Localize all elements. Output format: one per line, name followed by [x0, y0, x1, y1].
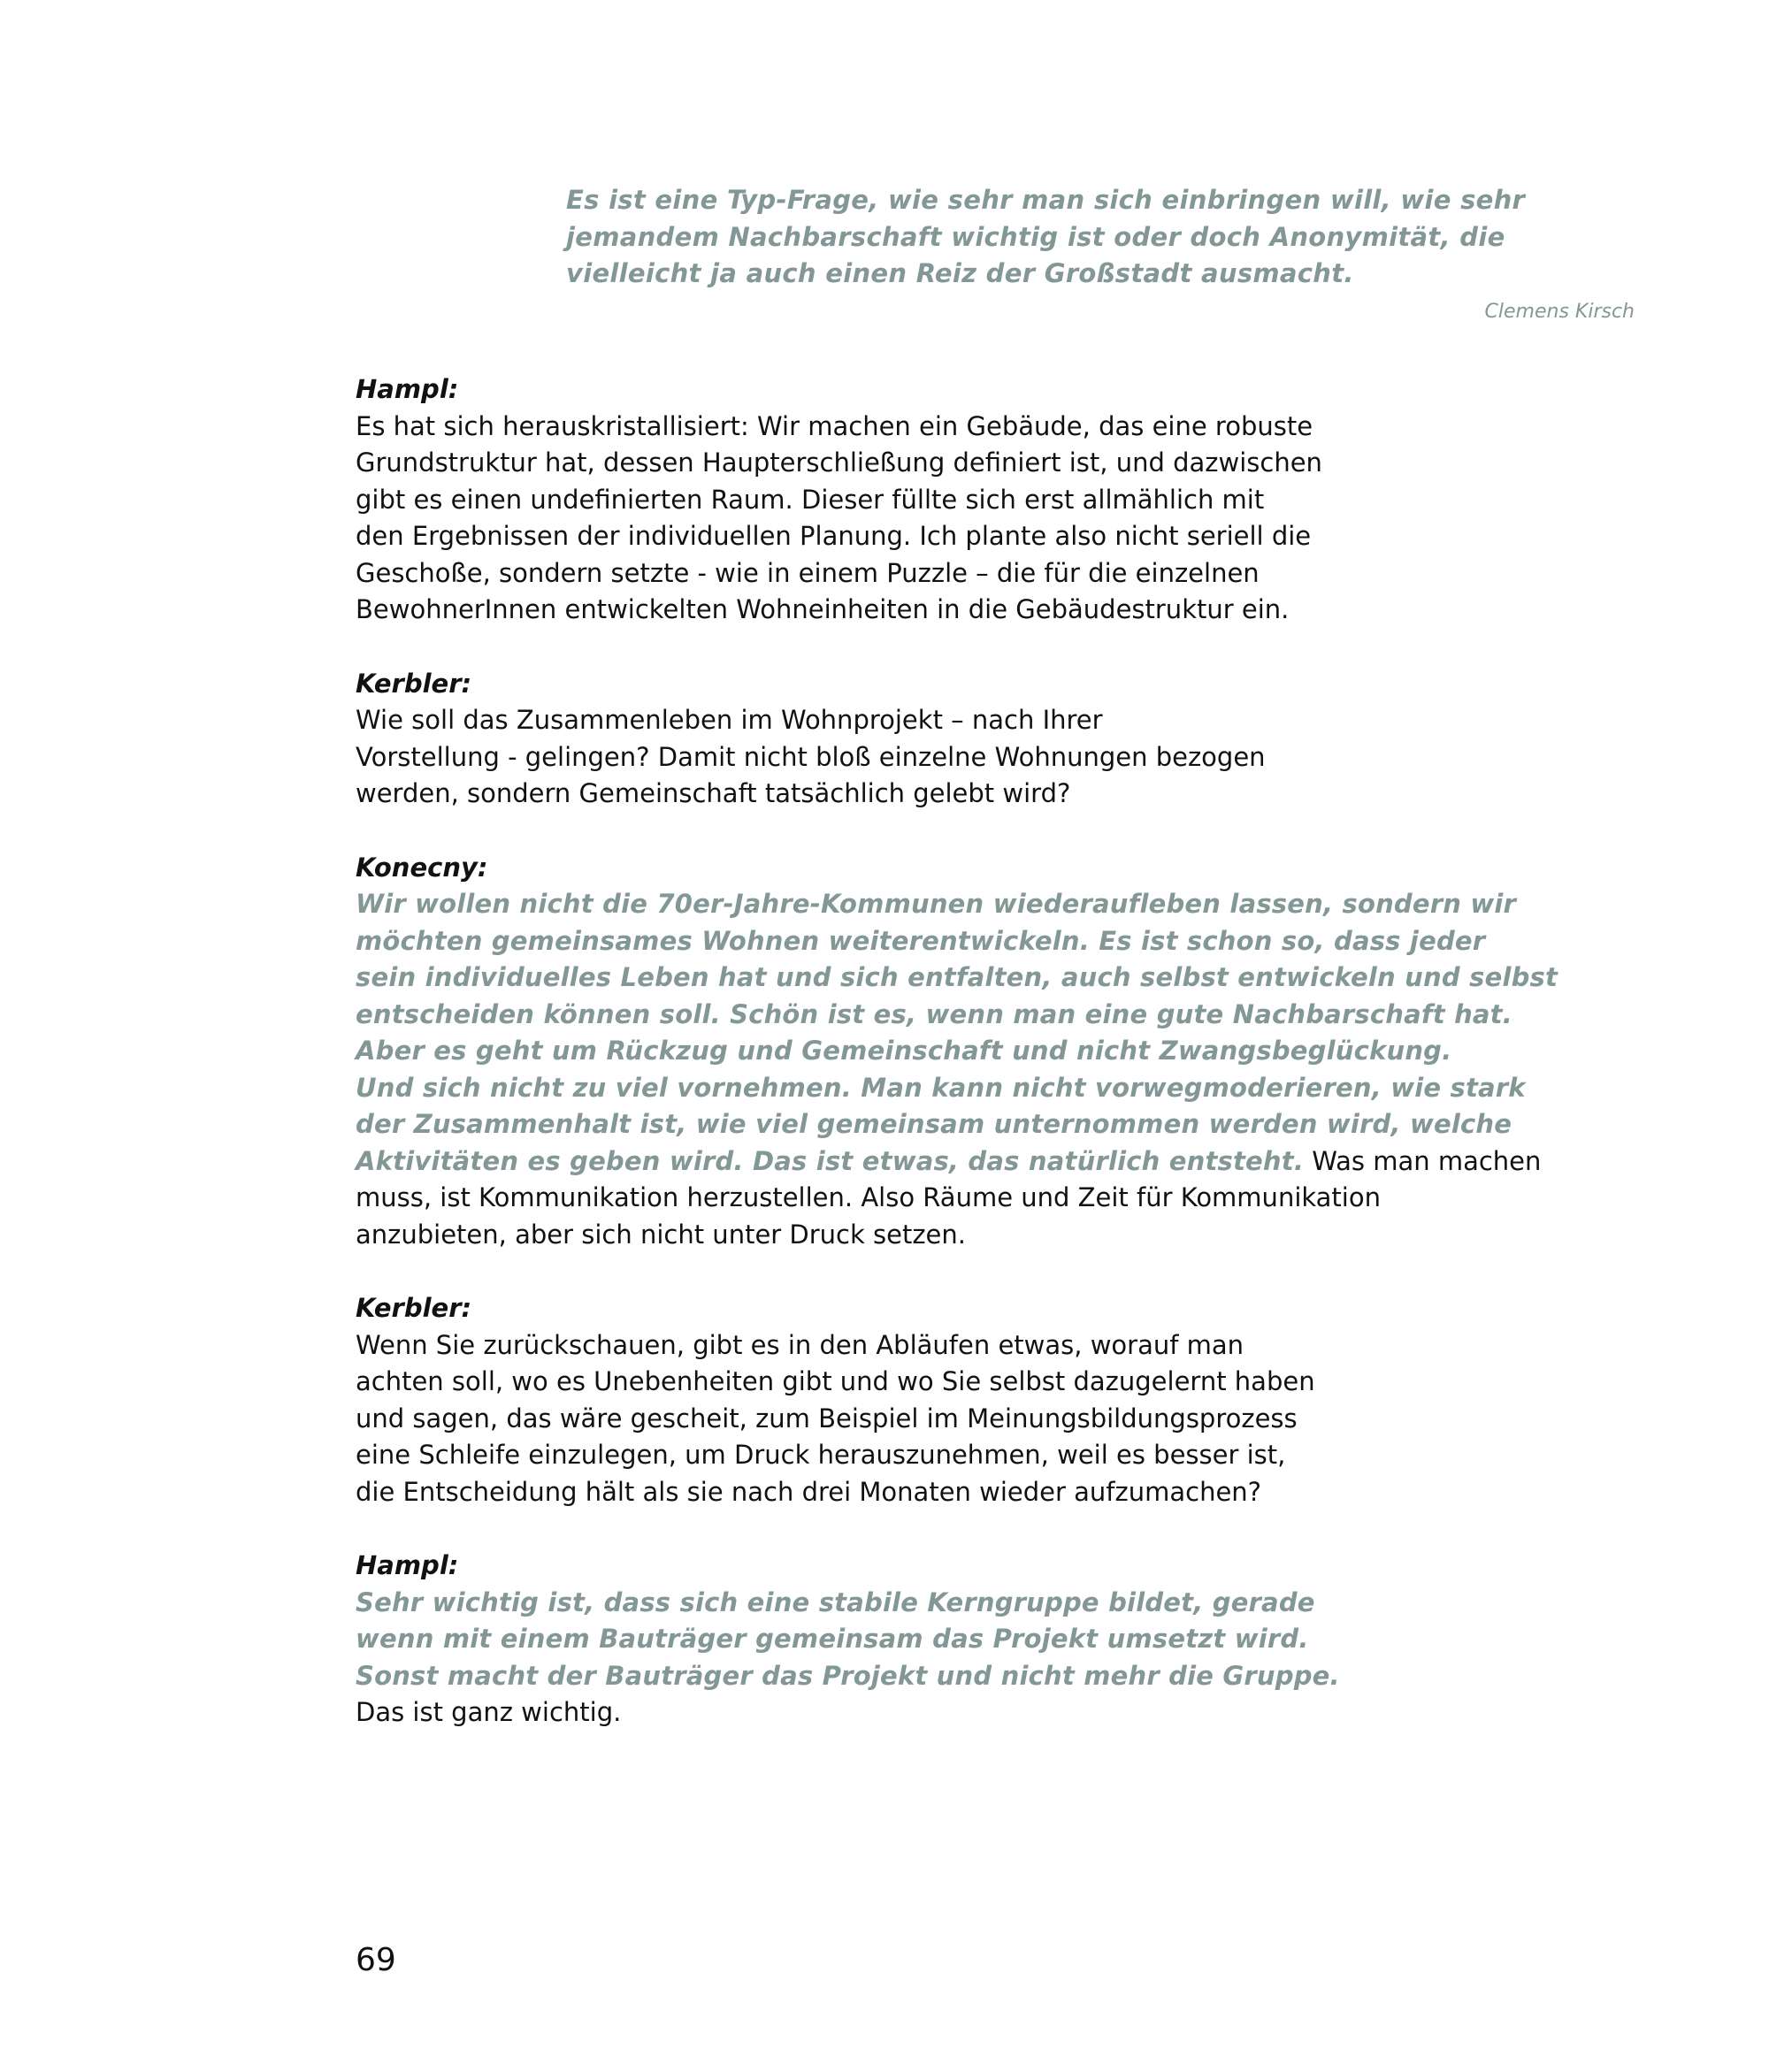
text-line: [356, 1033, 1488, 1070]
body-text: und sagen, das wäre gescheit, zum Beispiel im Meinungsbildungsprozess: [356, 1403, 1298, 1434]
pull-quote-line: Es ist eine Typ-Frage, wie sehr man sich einbringen will, wie sehr: [566, 185, 1526, 215]
text-line: [356, 776, 1488, 813]
body-text: gibt es einen undefinierten Raum. Dieser füllte sich erst allmählich mit: [356, 484, 1265, 515]
text-line: [356, 1143, 1542, 1181]
body-text: muss, ist Kommunikation herzustellen. Also Räume und Zeit für Kommunikation: [356, 1182, 1381, 1212]
body-text: Wie soll das Zusammenleben im Wohnprojekt – nach Ihrer: [356, 705, 1103, 735]
text-line: [356, 445, 1488, 482]
highlighted-quote-text: Und sich nicht zu viel vornehmen. Man kann nicht vorwegmoderieren, wie stark: [356, 1072, 1526, 1103]
text-line: [356, 518, 1488, 555]
body-text: anzubieten, aber sich nicht unter Druck setzen.: [356, 1219, 966, 1250]
dialogue-block: [356, 850, 1558, 1254]
body-text: achten soll, wo es Unebenheiten gibt und wo Sie selbst dazugelernt haben: [356, 1366, 1315, 1396]
text-line: [356, 1364, 1488, 1401]
pull-quote-line: jemandem Nachbarschaft wichtig ist oder doch Anonymität, die: [566, 221, 1505, 252]
body-text: Was man machen: [1304, 1145, 1542, 1176]
text-line: [356, 1106, 1512, 1143]
page-number: 69: [356, 1942, 396, 1978]
text-line: [356, 960, 1558, 997]
body-text: BewohnerInnen entwickelten Wohneinheiten in die Gebäudestruktur ein.: [356, 594, 1290, 624]
body-text: den Ergebnissen der individuellen Planung. Ich plante also nicht seriell die: [356, 521, 1312, 551]
dialogue-block: [356, 1548, 1488, 1732]
interview-text: [356, 371, 1558, 1769]
text-line: [356, 1585, 1488, 1622]
speaker-name: Konecny:: [356, 852, 488, 883]
highlighted-quote-text: Aktivitäten es geben wird. Das ist etwas, das natürlich entsteht.: [356, 1145, 1305, 1176]
highlighted-quote-text: Sonst macht der Bauträger das Projekt und nicht mehr die Gruppe.: [356, 1660, 1340, 1691]
text-line: [356, 1621, 1488, 1658]
text-line: [356, 1401, 1488, 1438]
body-text: werden, sondern Gemeinschaft tatsächlich gelebt wird?: [356, 778, 1071, 808]
text-line: [356, 1327, 1488, 1365]
body-text: Das ist ganz wichtig.: [356, 1697, 622, 1727]
highlighted-quote-text: entscheiden können soll. Schön ist es, wenn man eine gute Nachbarschaft hat.: [356, 998, 1512, 1029]
text-line: [356, 886, 1517, 923]
text-line: [356, 409, 1488, 446]
highlighted-quote-text: Aber es geht um Rückzug und Gemeinschaft und nicht Zwangsbeglückung.: [356, 1036, 1452, 1066]
body-text: Wenn Sie zurückschauen, gibt es in den Abläufen etwas, worauf man: [356, 1329, 1244, 1360]
text-line: [356, 702, 1488, 739]
text-line: [356, 1180, 1488, 1217]
dialogue-block: [356, 371, 1488, 629]
highlighted-quote-text: möchten gemeinsames Wohnen weiterentwickeln. Es ist schon so, dass jeder: [356, 925, 1486, 956]
text-line: [356, 1217, 1488, 1254]
quote-author: Clemens Kirsch: [1484, 301, 1635, 323]
highlighted-quote-text: der Zusammenhalt ist, wie viel gemeinsam unternommen werden wird, welche: [356, 1109, 1512, 1139]
text-line: [356, 482, 1488, 519]
dialogue-block: [356, 666, 1488, 813]
text-line: [356, 555, 1488, 593]
body-text: Es hat sich herauskristallisiert: Wir machen ein Gebäude, das eine robuste: [356, 410, 1313, 441]
speaker-name: Hampl:: [356, 374, 459, 404]
highlighted-quote-text: Sehr wichtig ist, dass sich eine stabile Kerngruppe bildet, gerade: [356, 1586, 1315, 1617]
body-text: Vorstellung - gelingen? Damit nicht bloß einzelne Wohnungen bezogen: [356, 741, 1266, 772]
text-line: [356, 1658, 1488, 1695]
text-line: [356, 997, 1512, 1034]
body-text: Grundstruktur hat, dessen Haupterschließung definiert ist, und dazwischen: [356, 447, 1322, 478]
text-line: [356, 592, 1488, 629]
text-line: [356, 1694, 1488, 1732]
text-line: [356, 1437, 1488, 1474]
speaker-name: Kerbler:: [356, 1293, 472, 1323]
pull-quote-line: vielleicht ja auch einen Reiz der Großstadt ausmacht.: [566, 258, 1354, 288]
dialogue-block: [356, 1290, 1488, 1510]
speaker-name: Kerbler:: [356, 668, 472, 699]
pull-quote: [566, 182, 1645, 293]
text-line: [356, 1070, 1526, 1107]
text-line: [356, 739, 1488, 776]
highlighted-quote-text: Wir wollen nicht die 70er-Jahre-Kommunen wiederaufleben lassen, sondern wir: [356, 889, 1517, 919]
highlighted-quote-text: wenn mit einem Bauträger gemeinsam das Projekt umsetzt wird.: [356, 1624, 1309, 1654]
body-text: Geschoße, sondern setzte - wie in einem Puzzle – die für die einzelnen: [356, 557, 1260, 588]
text-line: [356, 923, 1488, 960]
body-text: eine Schleife einzulegen, um Druck herauszunehmen, weil es besser ist,: [356, 1440, 1286, 1470]
highlighted-quote-text: sein individuelles Leben hat und sich entfalten, auch selbst entwickeln und selbst: [356, 962, 1558, 992]
text-line: [356, 1474, 1488, 1511]
body-text: die Entscheidung hält als sie nach drei Monaten wieder aufzumachen?: [356, 1476, 1262, 1507]
speaker-name: Hampl:: [356, 1550, 459, 1580]
